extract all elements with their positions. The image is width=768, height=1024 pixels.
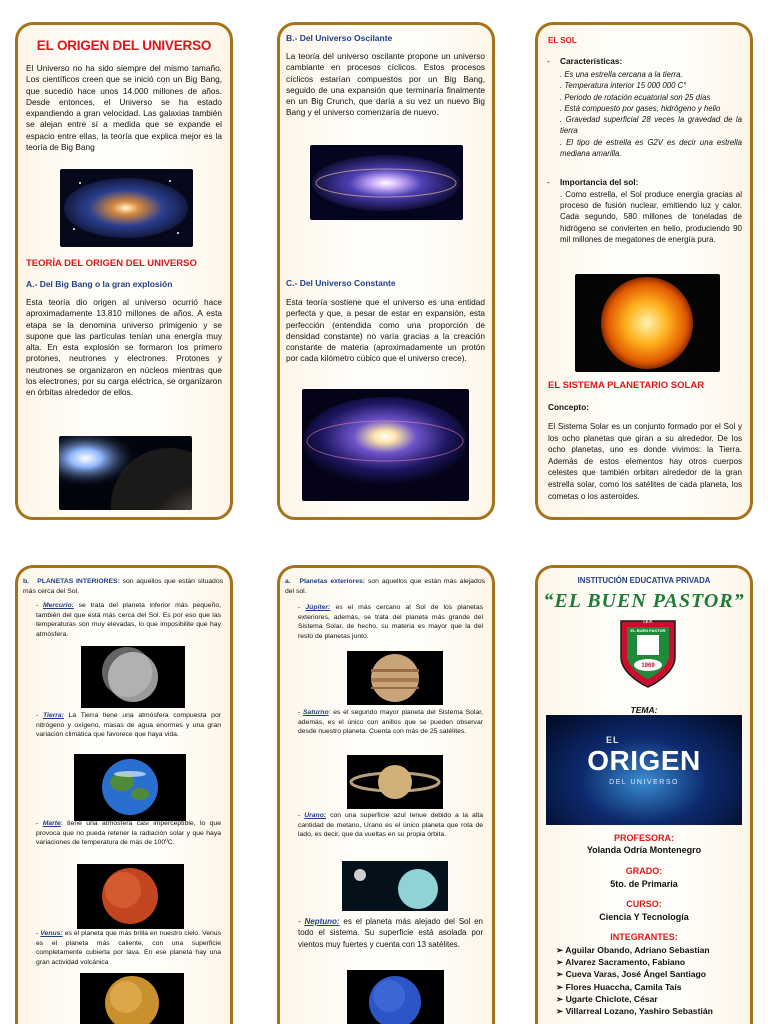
list-item: . Está compuesto por gases, hidrógeno y helio bbox=[560, 103, 721, 113]
section-text: son aquellos que están situados más cerca del Sol. bbox=[23, 578, 223, 595]
mars-image bbox=[77, 864, 184, 929]
list-item: . El tipo de estrella es G2V es decir una estrella mediana amarilla. bbox=[560, 137, 742, 159]
theory-title: TEORÍA DEL ORIGEN DEL UNIVERSO bbox=[26, 258, 197, 269]
course-label: CURSO: bbox=[626, 899, 662, 909]
section-text: son aquellos que están más alejados del sol. bbox=[285, 578, 485, 595]
arrow-icon: ➢ bbox=[556, 993, 566, 1004]
member-name: Flores Huaccha, Camila Taís bbox=[565, 981, 682, 992]
member-name: Cueva Varas, José Ángel Santiago bbox=[565, 969, 707, 980]
importance-text: . Como estrella, el Sol produce energía gracias al proceso de fusión nuclear, emitiendo luz y calor. Cada segundo, 580 millones de toneladas de hidrógeno se convierten en helio, produciendo 90 mil millones de megatones de energía pura. bbox=[560, 190, 742, 244]
teacher-name: Yolanda Odría Montenegro bbox=[586, 845, 702, 855]
jupiter-text: - Júpiter: es el más cercano al Sol de los planetas exteriores, además, se trata del planeta más grande del Sistema Solar, de hecho, su materia es mayor que la del resto de planetas junto. bbox=[298, 604, 483, 640]
concept-label: Concepto: bbox=[548, 402, 590, 412]
cover-subtitle-text: DEL UNIVERSO bbox=[609, 779, 679, 786]
planet-description: : es el segundo mayor planeta del Sistema Solar, además, es el único con anillos que se pueden observar desde nuestro planeta. Cuenta con más de 25 satélites. bbox=[298, 709, 483, 736]
outer-planets-heading bbox=[285, 577, 485, 596]
panel-inner-planets bbox=[15, 565, 233, 1024]
planet-name: Neptuno: bbox=[304, 917, 340, 926]
course-value: Ciencia Y Tecnología bbox=[599, 912, 689, 922]
earth-image bbox=[74, 754, 186, 821]
earth-text: - Tierra: La Tierra tiene una atmósfera compuesta por nitrógeno y oxígeno, masas de agua enormes y una gran variación climática que favorece que haya vida. bbox=[36, 712, 221, 739]
galaxy-image bbox=[60, 169, 193, 247]
list-item: . Periodo de rotación ecuatorial son 25 días bbox=[560, 92, 711, 102]
member-name: Ugarte Chiclote, César bbox=[565, 993, 658, 1004]
member-name: Aguilar Obando, Adriano Sebastian bbox=[565, 945, 710, 955]
planet-description: con una superficie azul tenue debido a la alta cantidad de metano, Urano es el único planeta que rota de lado, es decir, que da vueltas en su propia órbita. bbox=[298, 812, 483, 839]
bullet-dash: - bbox=[547, 56, 550, 66]
panel-origin bbox=[15, 22, 233, 520]
topic-label: TEMA: bbox=[630, 705, 658, 715]
bigbang-image bbox=[59, 436, 192, 510]
bigbang-text: Esta teoría dio origen al universo ocurrió hace aproximadamente 13.810 millones de años. A esta etapa se la denomina universo primigenio y se supone que las partículas tenían una energía muy alta. En esta explosión se formaron los primero protones, neutrones y electrones. Protones y neutrones se organizaron en núcleos mientras que los electrones, por su carga eléctrica, se organizaron en órbitas alrededor de ellos. bbox=[26, 297, 222, 398]
sun-image bbox=[575, 274, 720, 372]
page-title: EL ORIGEN DEL UNIVERSO bbox=[36, 38, 212, 53]
planet-name: Júpiter: bbox=[305, 604, 331, 611]
planet-description: se trata del planeta inferior más pequeño, también del que está más cerca del Sol. Es por eso que las temperaturas son muy elevadas, lo que imposibilite que hay atmósfera. bbox=[36, 602, 221, 638]
list-item bbox=[556, 944, 748, 956]
planet-description: es el planeta más alejado del Sol en todo el sistema. Su superficie está asolada por vientos muy fuertes y cuenta con 13 satélites. bbox=[298, 917, 483, 949]
arrow-icon: ➢ bbox=[556, 945, 566, 955]
intro-text: El Universo no ha sido siempre del mismo tamaño. Los científicos creen que se inició con un Big Bang, que sucedió hace unos 14.000 millones de años. Desde entonces, el Universo se ha estado expandiendo a gran velocidad. Las galaxias también se alejan entre sí a medida que se expande el espacio entre ellas, la teoría que explica mejor es la teoría de Big Bang bbox=[26, 63, 222, 153]
mercury-text: - Mercurio: se trata del planeta inferior más pequeño, también del que está más cerca del Sol. Es por eso que las temperaturas son muy elevadas, lo que imposibilite que hay atmósfera. bbox=[36, 602, 221, 638]
arrow-icon: ➢ bbox=[556, 957, 566, 968]
uranus-text: - Urano: con una superficie azul tenue debido a la alta cantidad de metano, Urano es el único planeta que rota de lado, es decir, que da vueltas en su propia órbita. bbox=[298, 812, 483, 839]
section-title: PLANETAS INTERIORES: bbox=[37, 578, 120, 585]
cover-image bbox=[546, 715, 742, 825]
grade-label: GRADO: bbox=[625, 866, 663, 876]
school-name: “EL BUEN PASTOR” bbox=[543, 590, 745, 612]
concept-text: El Sistema Solar es un conjunto formado por el Sol y los ocho planetas que giran a su alrededor. De los ocho planetas, uno es donde vivimos: la Tierra. Además de estos elementos hay otros cuerpos celestes que también orbitan alrededor de la gran estrella solar, como los satélites de cada planeta, los cometas o los asteroides. bbox=[548, 422, 742, 501]
planet-description: : tiene una atmósfera casi imperceptible, lo que provoca que no pueda retener la radiación solar y que haya variaciones de temperatura de más de 100ºC. bbox=[36, 820, 221, 847]
cover-el-text: EL bbox=[606, 735, 620, 745]
planet-name: Venus: bbox=[40, 930, 63, 937]
panel-cover bbox=[535, 565, 753, 1024]
section-letter: a. bbox=[285, 578, 291, 585]
mars-text: - Marte: tiene una atmósfera casi imperceptible, lo que provoca que no pueda retener la radiación solar y que haya variaciones de temperatura de más de 100ºC. bbox=[36, 820, 221, 847]
section-title: Planetas exteriores: bbox=[299, 578, 366, 585]
oscillating-text: La teoría del universo oscilante propone un universo cambiante en procesos cíclicos. Estos procesos cíclicos estarían compuestos por un Big Bang, seguido de una expansión que terminaría finalmente en un Big Crunch, que daría a su vez un nuevo Big Bang y el universo comenzaría de nuevo. bbox=[286, 51, 485, 118]
planet-name: Mercurio: bbox=[42, 602, 74, 609]
teacher-label: PROFESORA: bbox=[613, 833, 674, 843]
panel-theories bbox=[277, 22, 495, 520]
planet-name: Saturno bbox=[302, 709, 329, 716]
members-label: INTEGRANTES: bbox=[610, 932, 678, 942]
crest-year: 1969 bbox=[641, 663, 655, 669]
neptune-image bbox=[347, 970, 444, 1024]
venus-text: - Venus: es el planeta que más brilla en nuestro cielo. Venus es el planeta más caliente, con una superficie completamente cubierta por lava. En ese planeta hay una gran actividad volcánica bbox=[36, 930, 221, 966]
importance-label: Importancia del sol: bbox=[560, 177, 639, 187]
cover-title-text: ORIGEN bbox=[587, 745, 701, 776]
constant-universe-image bbox=[302, 389, 469, 501]
planet-description: es el más cercano al Sol de los planetas exteriores, además, se trata del planeta más grande del Sistema Solar, de hecho, su materia es mayor que la del resto de planetas junto. bbox=[298, 604, 483, 640]
list-item bbox=[556, 968, 748, 980]
crest-top-text: I.E.P. bbox=[643, 619, 653, 624]
crest-name-text: EL BUEN PASTOR bbox=[630, 628, 666, 633]
constant-text: Esta teoría sostiene que el universo es una entidad perfecta y que, a pesar de estar en expansión, esta perfección (entendida como una proporción de densidad constante) no varía gracias a la creación constante de materia (aproximadamente un protón por cada kilómetro cúbico que el universo crece). bbox=[286, 297, 485, 364]
saturn-text: - Saturno: es el segundo mayor planeta del Sistema Solar, además, es el único con anillos que se pueden observar desde nuestro planeta. Cuenta con más de 25 satélites. bbox=[298, 709, 483, 736]
jupiter-image bbox=[347, 651, 443, 705]
uranus-image bbox=[342, 861, 448, 911]
constant-title: C.- Del Universo Constante bbox=[286, 278, 396, 288]
arrow-icon: ➢ bbox=[556, 981, 566, 992]
characteristics-list bbox=[560, 69, 742, 159]
grade-value: 5to. de Primaria bbox=[610, 879, 678, 889]
institution-type: INSTITUCIÓN EDUCATIVA PRIVADA bbox=[577, 576, 711, 585]
planet-name: Tierra: bbox=[42, 712, 64, 719]
arrow-icon: ➢ bbox=[556, 1006, 566, 1017]
list-item bbox=[556, 956, 748, 968]
mercury-image bbox=[81, 646, 185, 708]
list-item: . Gravedad superficial 28 veces la gravedad de la tierra bbox=[560, 115, 742, 136]
list-item: . Temperatura interior 15 000 000 C° bbox=[560, 81, 687, 91]
list-item bbox=[556, 1005, 748, 1017]
planet-description: es el planeta que más brilla en nuestro cielo. Venus es el planeta más caliente, con una superficie completamente cubierta por lava. En ese planeta hay una gran actividad volcánica bbox=[36, 930, 221, 966]
planet-description: La Tierra tiene una atmósfera compuesta por nitrógeno y oxígeno, masas de agua enormes y una gran variación climática que favorece que haya vida. bbox=[36, 712, 221, 739]
arrow-icon: ➢ bbox=[556, 969, 566, 980]
member-name: Alvarez Sacramento, Fabiano bbox=[565, 957, 686, 968]
solar-system-title: EL SISTEMA PLANETARIO SOLAR bbox=[548, 380, 705, 391]
list-item bbox=[556, 981, 748, 993]
bigbang-title: A.- Del Big Bang o la gran explosión bbox=[26, 279, 173, 289]
characteristics-label: Características: bbox=[560, 56, 623, 66]
members-list bbox=[556, 944, 748, 1017]
member-name: Villarreal Lozano, Yashiro Sebastián bbox=[565, 1006, 713, 1017]
neptune-text: - Neptuno: es el planeta más alejado del Sol en todo el sistema. Su superficie está asolada por vientos muy fuertes y cuenta con 13 satélites. bbox=[298, 917, 483, 949]
planet-name: Marte bbox=[42, 820, 61, 827]
list-item bbox=[556, 993, 748, 1005]
list-item: . Es una estrella cercana a la tierra. bbox=[560, 70, 683, 79]
sun-title: EL SOL bbox=[548, 36, 577, 45]
panel-sun bbox=[535, 22, 753, 520]
venus-image bbox=[80, 973, 184, 1024]
oscillating-title: B.- Del Universo Oscilante bbox=[286, 33, 393, 43]
bullet-dash: - bbox=[547, 177, 550, 187]
planet-name: Urano: bbox=[304, 812, 327, 819]
section-letter: b. bbox=[23, 578, 30, 585]
panel-outer-planets bbox=[277, 565, 495, 1024]
oscillating-universe-image bbox=[310, 145, 463, 220]
saturn-image bbox=[347, 755, 443, 809]
inner-planets-heading bbox=[23, 577, 223, 596]
